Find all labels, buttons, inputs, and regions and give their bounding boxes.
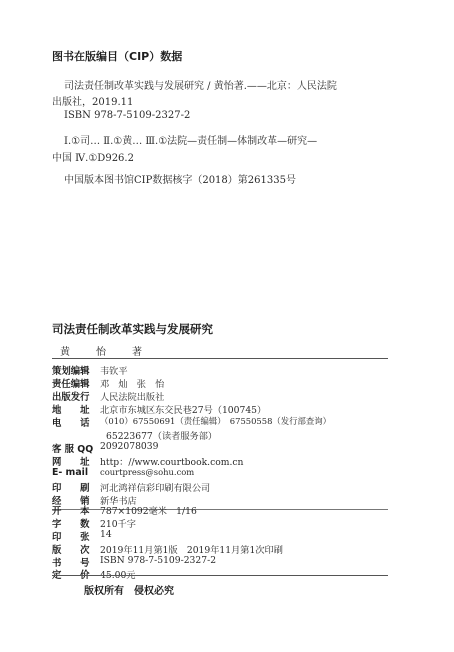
staff-label: 经 销	[52, 496, 90, 507]
staff-label: E- mail	[52, 467, 89, 478]
staff-value: 65223677（读者服务部）	[106, 431, 218, 442]
staff-label: 责任编辑	[52, 379, 90, 390]
staff-label: 电 话	[52, 418, 90, 429]
staff-value: 邓 灿 张 怡	[100, 379, 165, 390]
book-title: 司法责任制改革实践与发展研究	[52, 322, 213, 336]
divider-top	[52, 358, 388, 359]
spec-label: 开 本	[52, 506, 90, 517]
spec-value: 787×1092毫米 1/16	[100, 506, 197, 517]
cip-heading: 图书在版编目（CIP）数据	[52, 50, 183, 63]
cip-title-line: 司法责任制改革实践与发展研究 / 黄怡著.——北京：人民法院	[64, 81, 337, 92]
spec-label: 字 数	[52, 519, 90, 530]
staff-label: 地 址	[52, 405, 90, 416]
staff-value: 韦钦平	[100, 366, 128, 377]
staff-value: 河北鸿祥信彩印刷有限公司	[100, 483, 211, 494]
spec-value: 2019年11月第1版 2019年11月第1次印刷	[100, 545, 283, 556]
staff-value: 北京市东城区东交民巷27号（100745）	[100, 405, 267, 416]
staff-value: （010）67550691（责任编辑） 67550558（发行部查询）	[100, 416, 332, 426]
staff-label: 策划编辑	[52, 366, 90, 377]
staff-label: 出版发行	[52, 392, 90, 403]
staff-label: 客 服 QQ	[52, 444, 94, 455]
staff-label: 印 刷	[52, 483, 90, 494]
staff-value: 新华书店	[100, 496, 137, 507]
staff-value: 人民法院出版社	[100, 392, 165, 403]
spec-value: ISBN 978-7-5109-2327-2	[100, 555, 217, 566]
cip-classification-line: Ⅰ.①司… Ⅱ.①黄… Ⅲ.①法院—责任制—体制改革—研究—	[64, 136, 318, 147]
spec-value: 45.00元	[100, 570, 136, 581]
spec-label: 版 次	[52, 545, 90, 556]
cip-isbn: ISBN 978-7-5109-2327-2	[64, 110, 191, 121]
spec-label: 书 号	[52, 558, 90, 569]
spec-value: 14	[100, 529, 112, 540]
spec-label: 印 张	[52, 532, 90, 543]
divider-bottom	[52, 575, 388, 576]
staff-value: courtpress@sohu.com	[100, 467, 195, 477]
staff-value: http：//www.courtbook.com.cn	[100, 457, 244, 468]
staff-value: 2092078039	[100, 441, 159, 452]
spec-label: 定 价	[52, 570, 90, 581]
cip-record-number: 中国版本图书馆CIP数据核字（2018）第261335号	[64, 175, 296, 186]
author: 黄 怡 著	[60, 347, 150, 358]
spec-value: 210千字	[100, 519, 136, 530]
staff-label: 网 址	[52, 457, 90, 468]
copyright-notice: 版权所有 侵权必究	[84, 586, 174, 597]
cip-publisher-line: 出版社，2019.11	[52, 97, 134, 108]
cip-classification-cont: 中国 Ⅳ.①D926.2	[52, 153, 134, 164]
